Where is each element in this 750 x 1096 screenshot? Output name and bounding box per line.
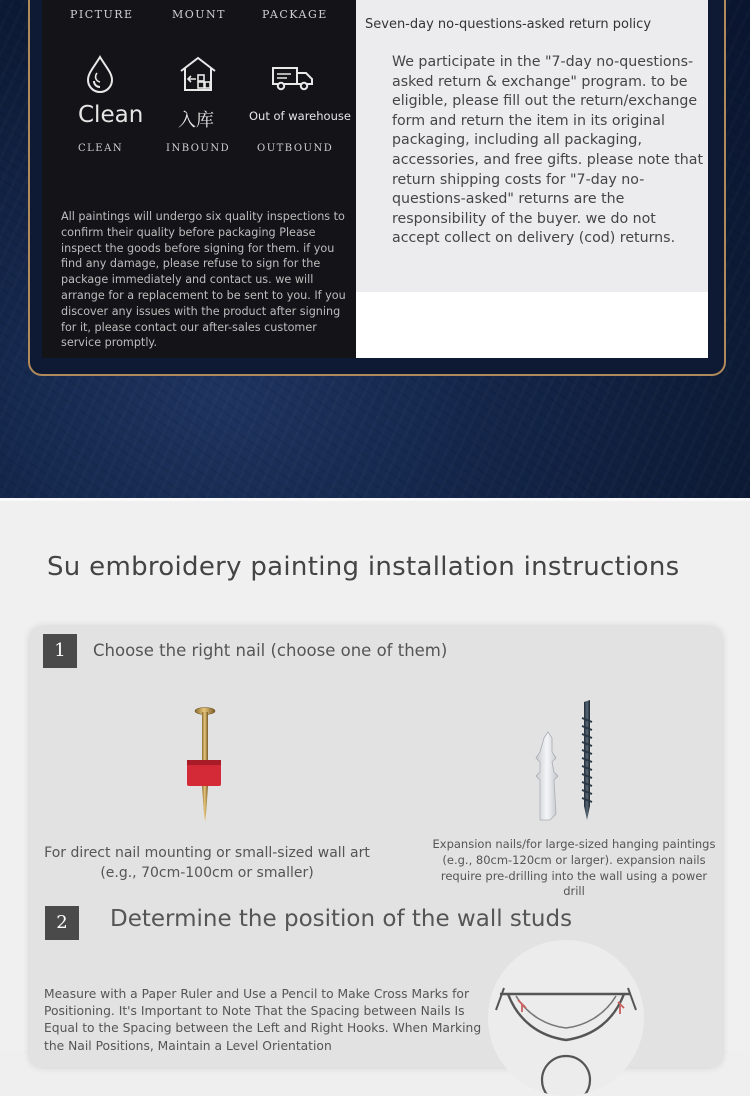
hanging-cord-icon <box>488 940 644 1096</box>
steel-nail-icon <box>183 704 227 826</box>
col-head-mount: MOUNT <box>172 8 227 21</box>
label-outbound: Out of warehouse <box>249 109 351 123</box>
step-1-title: Choose the right nail (choose one of them) <box>93 641 448 660</box>
step-2-body: Measure with a Paper Ruler and Use a Pencil to Make Cross Marks for Positioning. It's Important to Note That the Spacing between Nails Is Equal to the Spacing between the Left and Right Hooks. When Marking the Nail Positions, Maintain a Level Orientation <box>44 987 482 1053</box>
step-2-number: 2 <box>45 906 79 940</box>
step-2-title: Determine the position of the wall studs <box>110 906 573 932</box>
sub-clean: CLEAN <box>78 143 124 154</box>
instructions-title: Su embroidery painting installation instructions <box>47 552 680 582</box>
col-head-picture: PICTURE <box>70 8 134 21</box>
label-inbound: 入库 <box>178 110 214 131</box>
sub-inbound: INBOUND <box>166 143 231 154</box>
col-head-package: PACKAGE <box>262 8 328 21</box>
delivery-truck-icon <box>271 64 315 92</box>
quality-return-section <box>0 0 750 498</box>
warehouse-inbound-icon <box>178 55 218 93</box>
expansion-nail-icon <box>530 696 605 826</box>
step-1-number: 1 <box>43 634 77 668</box>
nail-option-b-caption: Expansion nails/for large-sized hanging paintings (e.g., 80cm-120cm or larger). expansion nails require pre-drilling into the wall using a power drill <box>432 837 716 899</box>
return-policy-title: Seven-day no-questions-asked return policy <box>365 17 652 32</box>
wall-marking-illustration <box>488 940 644 1096</box>
water-drop-icon <box>84 55 116 93</box>
nail-option-a-caption: For direct nail mounting or small-sized wall art (e.g., 70cm-100cm or smaller) <box>44 845 370 881</box>
quality-description: All paintings will undergo six quality inspections to confirm their quality before packaging Please inspect the goods before signing for them. if you find any damage, please refuse to sign for the package immediately and contact us. we will arrange for a replacement to be sent to you. If you discover any issues with the product after signing for it, please contact our after-sales customer service promptly. <box>61 210 346 350</box>
return-policy-body: We participate in the "7-day no-questions-asked return & exchange" program. to be eligible, please fill out the return/exchange form and return the item in its original packaging, including all packaging, accessories, and free gifts. please note that return shipping costs for "7-day no-questions-asked" returns are the responsibility of the buyer. we do not accept collect on delivery (cod) returns. <box>392 54 704 247</box>
label-clean: Clean <box>78 102 144 128</box>
sub-outbound: OUTBOUND <box>257 143 334 154</box>
